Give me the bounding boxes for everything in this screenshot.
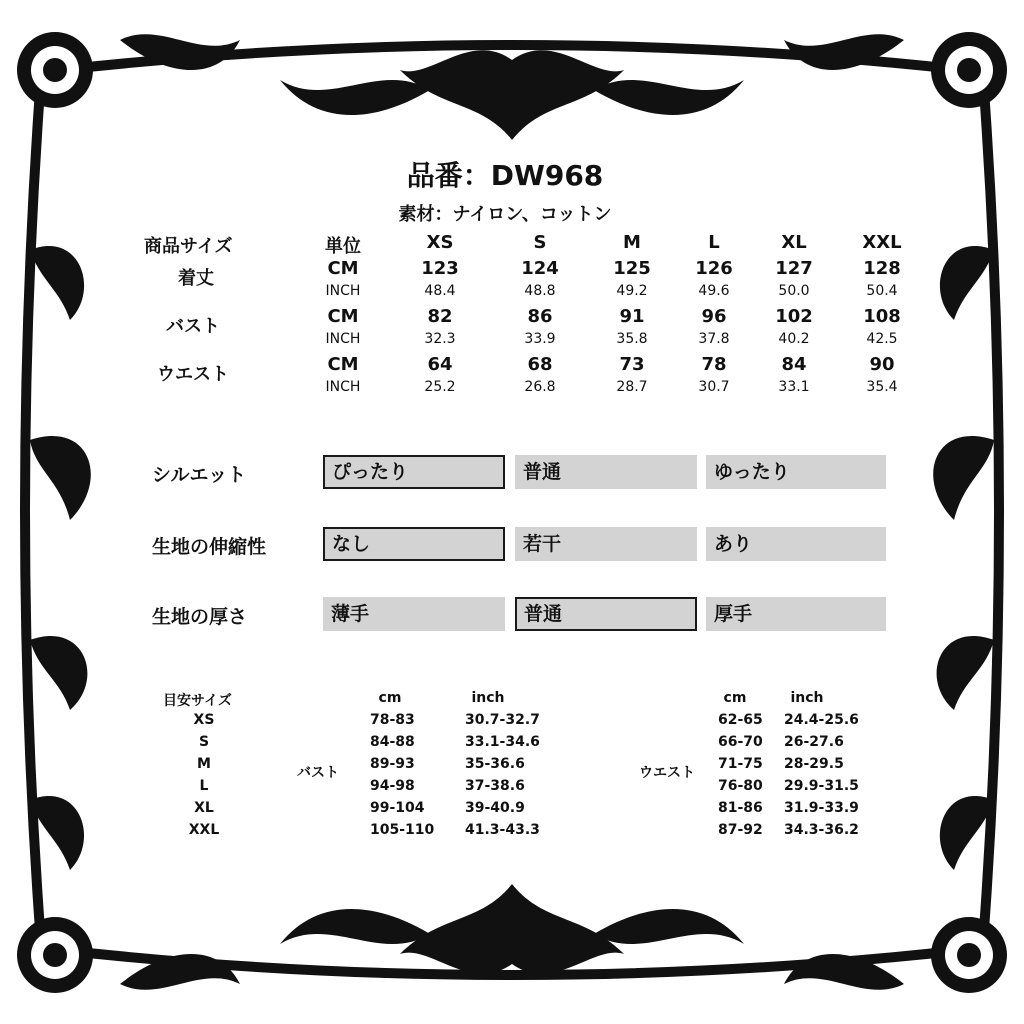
inch-value: 50.4 (866, 283, 898, 299)
size-table-header: 商品サイズ (144, 236, 233, 257)
cm-value: 82 (427, 306, 453, 327)
guide-size-xl: XL (194, 800, 214, 816)
size-header-xl: XL (781, 232, 807, 253)
inch-value: 33.9 (524, 331, 556, 347)
guide-bust-inch: 37-38.6 (465, 778, 525, 794)
cm-value: 68 (527, 354, 553, 375)
inch-value: 50.0 (778, 283, 810, 299)
cm-value: 78 (701, 354, 727, 375)
inch-value: 35.8 (616, 331, 648, 347)
attribute-label: シルエット (152, 464, 247, 486)
material-text: 素材：ナイロン、コットン (398, 204, 612, 225)
row-label: 着丈 (178, 268, 214, 289)
guide-bust-cm: 99-104 (370, 800, 425, 816)
cm-value: 126 (695, 258, 733, 279)
size-header-l: L (708, 232, 720, 253)
guide-bust-inch: 35-36.6 (465, 756, 525, 772)
unit-inch: INCH (325, 379, 361, 395)
guide-waist-inch-header: inch (790, 690, 824, 706)
unit-cm: CM (327, 354, 359, 375)
cm-value: 125 (613, 258, 651, 279)
inch-value: 25.2 (424, 379, 456, 395)
guide-waist-cm: 66-70 (718, 734, 763, 750)
inch-value: 32.3 (424, 331, 456, 347)
unit-cm: CM (327, 258, 359, 279)
guide-size-xs: XS (193, 712, 215, 728)
cm-value: 73 (619, 354, 645, 375)
guide-bust-inch: 30.7-32.7 (465, 712, 540, 728)
guide-waist-cm-header: cm (723, 690, 747, 706)
attribute-label: 生地の厚さ (152, 606, 248, 628)
guide-waist-cm: 87-92 (718, 822, 763, 838)
cm-value: 86 (527, 306, 553, 327)
attribute-option: 薄手 (323, 597, 505, 631)
attribute-option: 厚手 (706, 597, 886, 631)
guide-waist-cm: 71-75 (718, 756, 763, 772)
row-label: ウエスト (157, 364, 229, 385)
guide-size-m: M (197, 756, 211, 772)
guide-waist-inch: 26-27.6 (784, 734, 844, 750)
inch-value: 49.6 (698, 283, 730, 299)
guide-waist-cm: 62-65 (718, 712, 763, 728)
inch-value: 30.7 (698, 379, 730, 395)
guide-header: 目安サイズ (163, 693, 232, 709)
inch-value: 49.2 (616, 283, 648, 299)
size-header-m: M (623, 232, 641, 253)
attribute-option: 普通 (515, 455, 697, 489)
inch-value: 33.1 (778, 379, 810, 395)
guide-bust-cm: 94-98 (370, 778, 415, 794)
guide-waist-inch: 28-29.5 (784, 756, 844, 772)
unit-cm: CM (327, 306, 359, 327)
cm-value: 84 (781, 354, 807, 375)
cm-value: 124 (521, 258, 559, 279)
guide-bust-inch: 33.1-34.6 (465, 734, 540, 750)
inch-value: 28.7 (616, 379, 648, 395)
cm-value: 108 (863, 306, 901, 327)
cm-value: 90 (869, 354, 895, 375)
page-title: 品番：DW968 (406, 159, 604, 192)
guide-bust-cm: 84-88 (370, 734, 415, 750)
size-header-s: S (533, 232, 547, 253)
inch-value: 48.4 (424, 283, 456, 299)
cm-value: 123 (421, 258, 459, 279)
guide-bust-cm: 78-83 (370, 712, 415, 728)
attribute-option: ぴったり (323, 455, 505, 489)
guide-bust-inch-header: inch (471, 690, 505, 706)
cm-value: 128 (863, 258, 901, 279)
inch-value: 37.8 (698, 331, 730, 347)
unit-inch: INCH (325, 283, 361, 299)
row-label: バスト (166, 316, 220, 337)
attribute-option: 若干 (515, 527, 697, 561)
inch-value: 35.4 (866, 379, 898, 395)
inch-value: 42.5 (866, 331, 898, 347)
inch-value: 48.8 (524, 283, 556, 299)
guide-waist-cm: 76-80 (718, 778, 763, 794)
attribute-option: なし (323, 527, 505, 561)
cm-value: 102 (775, 306, 813, 327)
guide-waist-inch: 24.4-25.6 (784, 712, 859, 728)
size-header-xxl: XXL (862, 232, 902, 253)
attribute-option: あり (706, 527, 886, 561)
guide-waist-inch: 31.9-33.9 (784, 800, 859, 816)
guide-waist-inch: 29.9-31.5 (784, 778, 859, 794)
guide-bust-cm-header: cm (378, 690, 402, 706)
guide-size-s: S (198, 734, 210, 750)
guide-size-xxl: XXL (188, 822, 220, 838)
attribute-option: ゆったり (706, 455, 886, 489)
guide-waist-cm: 81-86 (718, 800, 763, 816)
size-header-xs: XS (426, 232, 454, 253)
cm-value: 91 (619, 306, 645, 327)
guide-bust-inch: 39-40.9 (465, 800, 525, 816)
guide-bust-label: バスト (297, 765, 339, 781)
cm-value: 64 (427, 354, 453, 375)
guide-size-l: L (199, 778, 209, 794)
guide-waist-label: ウエスト (639, 765, 695, 781)
attribute-label: 生地の伸縮性 (152, 536, 267, 558)
inch-value: 26.8 (524, 379, 556, 395)
unit-header: 単位 (325, 236, 361, 257)
guide-waist-inch: 34.3-36.2 (784, 822, 859, 838)
cm-value: 96 (701, 306, 727, 327)
unit-inch: INCH (325, 331, 361, 347)
attribute-option: 普通 (515, 597, 697, 631)
inch-value: 40.2 (778, 331, 810, 347)
guide-bust-cm: 89-93 (370, 756, 415, 772)
guide-bust-cm: 105-110 (370, 822, 435, 838)
cm-value: 127 (775, 258, 813, 279)
guide-bust-inch: 41.3-43.3 (465, 822, 540, 838)
